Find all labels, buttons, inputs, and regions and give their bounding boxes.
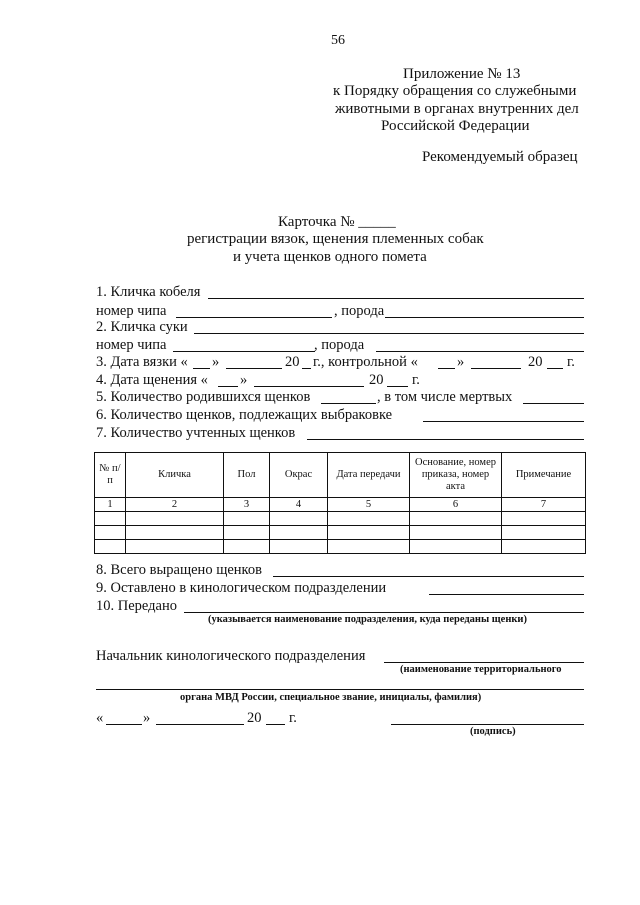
control-date-label: г., контрольной « xyxy=(313,354,418,370)
signature-hint: (подпись) xyxy=(470,726,516,737)
whelping-year-suffix: г. xyxy=(412,372,420,388)
control-date-close-quote: » xyxy=(457,354,465,370)
whelping-day-line[interactable] xyxy=(218,386,238,387)
puppies-table xyxy=(94,452,586,554)
sample-note: Рекомендуемый образец xyxy=(422,149,578,165)
col-number-6: 6 xyxy=(410,498,502,512)
head-title-line[interactable] xyxy=(96,689,584,690)
field-raised-total-label: 8. Всего выращено щенков xyxy=(96,562,262,578)
table-cell[interactable] xyxy=(410,512,502,526)
card-subtitle-1: регистрации вязок, щенения племенных собак xyxy=(187,231,484,247)
control-year-line[interactable] xyxy=(547,368,563,369)
field-registered-count-label: 7. Количество учтенных щенков xyxy=(96,425,296,441)
control-year-suffix: г. xyxy=(567,354,575,370)
whelping-date-close-quote: » xyxy=(240,372,248,388)
col-number-7: 7 xyxy=(502,498,586,512)
field-male-breed-label: , порода xyxy=(334,303,385,319)
dead-count-line[interactable] xyxy=(523,403,584,404)
col-header-basis: Основание, номер приказа, номер акта xyxy=(410,453,502,498)
col-header-transfer-date: Дата передачи xyxy=(328,453,410,498)
field-kept-label: 9. Оставлено в кинологическом подразделении xyxy=(96,580,387,596)
col-number-5: 5 xyxy=(328,498,410,512)
table-number-row xyxy=(95,498,586,512)
date-open-quote: « xyxy=(96,710,104,726)
table-header-row xyxy=(95,453,586,498)
field-male-chip-label: номер чипа xyxy=(96,303,167,319)
kept-line[interactable] xyxy=(429,594,584,595)
table-cell[interactable] xyxy=(224,512,270,526)
table-cell[interactable] xyxy=(410,526,502,540)
table-cell[interactable] xyxy=(328,540,410,554)
female-breed-line[interactable] xyxy=(376,351,584,352)
field-male-name-label: 1. Кличка кобеля xyxy=(96,284,201,300)
table-cell[interactable] xyxy=(270,526,328,540)
appendix-line-2: к Порядку обращения со служебными xyxy=(333,83,577,99)
whelping-year-line[interactable] xyxy=(387,386,408,387)
field-transferred-label: 10. Передано xyxy=(96,598,177,614)
field-female-chip-label: номер чипа xyxy=(96,337,167,353)
table-row xyxy=(95,540,586,554)
head-label: Начальник кинологического подразделения xyxy=(96,648,366,664)
table-cell[interactable] xyxy=(95,512,126,526)
dead-count-label: , в том числе мертвых xyxy=(377,389,513,405)
sign-day-line[interactable] xyxy=(106,724,142,725)
signature-line[interactable] xyxy=(391,724,584,725)
female-chip-line[interactable] xyxy=(173,351,315,352)
female-name-line[interactable] xyxy=(194,333,584,334)
col-number-4: 4 xyxy=(270,498,328,512)
table-row xyxy=(95,512,586,526)
col-header-number: № п/п xyxy=(95,453,126,498)
control-year-prefix: 20 xyxy=(528,354,543,370)
mating-day-line[interactable] xyxy=(193,368,210,369)
raised-total-line[interactable] xyxy=(273,576,584,577)
col-number-2: 2 xyxy=(126,498,224,512)
field-culled-count-label: 6. Количество щенков, подлежащих выбраковке xyxy=(96,407,393,423)
table-cell[interactable] xyxy=(95,540,126,554)
mating-month-line[interactable] xyxy=(226,368,282,369)
registered-count-line[interactable] xyxy=(307,439,584,440)
sign-year-suffix: г. xyxy=(289,710,297,726)
sign-year-prefix: 20 xyxy=(247,710,262,726)
table-row xyxy=(95,526,586,540)
table-cell[interactable] xyxy=(224,526,270,540)
field-female-name-label: 2. Кличка суки xyxy=(96,319,188,335)
appendix-line-3: животными в органах внутренних дел xyxy=(335,101,579,117)
card-title: Карточка № _____ xyxy=(278,214,396,230)
field-mating-date-label: 3. Дата вязки « xyxy=(96,354,188,370)
col-number-1: 1 xyxy=(95,498,126,512)
col-header-sex: Пол xyxy=(224,453,270,498)
table-cell[interactable] xyxy=(502,540,586,554)
field-whelping-date-label: 4. Дата щенения « xyxy=(96,372,208,388)
field-born-count-label: 5. Количество родившихся щенков xyxy=(96,389,311,405)
appendix-line-1: Приложение № 13 xyxy=(403,66,521,82)
table-cell[interactable] xyxy=(410,540,502,554)
mating-date-close-quote: » xyxy=(212,354,220,370)
col-header-name: Кличка xyxy=(126,453,224,498)
table-cell[interactable] xyxy=(502,512,586,526)
transferred-hint: (указывается наименование подразделения, куда переданы щенки) xyxy=(208,614,527,625)
whelping-year-prefix: 20 xyxy=(369,372,384,388)
field-female-breed-label: , порода xyxy=(314,337,365,353)
male-name-line[interactable] xyxy=(208,298,584,299)
table-cell[interactable] xyxy=(95,526,126,540)
head-hint-1: (наименование территориального xyxy=(400,664,562,675)
mating-year-line[interactable] xyxy=(302,368,311,369)
whelping-month-line[interactable] xyxy=(254,386,364,387)
sign-year-line[interactable] xyxy=(266,724,285,725)
page-number: 56 xyxy=(331,33,345,48)
table-cell[interactable] xyxy=(126,526,224,540)
born-count-line[interactable] xyxy=(321,403,376,404)
mating-year-prefix: 20 xyxy=(285,354,300,370)
control-month-line[interactable] xyxy=(471,368,521,369)
table-cell[interactable] xyxy=(126,540,224,554)
table-cell[interactable] xyxy=(126,512,224,526)
appendix-line-4: Российской Федерации xyxy=(381,118,530,134)
transferred-line[interactable] xyxy=(184,612,584,613)
sign-month-line[interactable] xyxy=(156,724,244,725)
culled-count-line[interactable] xyxy=(423,421,584,422)
male-chip-line[interactable] xyxy=(176,317,332,318)
date-close-quote: » xyxy=(143,710,151,726)
table-cell[interactable] xyxy=(270,540,328,554)
head-hint-2: органа МВД России, специальное звание, инициалы, фамилия) xyxy=(180,692,482,703)
table-cell[interactable] xyxy=(224,540,270,554)
table-cell[interactable] xyxy=(270,512,328,526)
col-number-3: 3 xyxy=(224,498,270,512)
head-name-line[interactable] xyxy=(384,662,584,663)
col-header-color: Окрас xyxy=(270,453,328,498)
male-breed-line[interactable] xyxy=(385,317,584,318)
table-cell[interactable] xyxy=(328,526,410,540)
control-day-line[interactable] xyxy=(438,368,455,369)
card-subtitle-2: и учета щенков одного помета xyxy=(233,249,427,265)
table-cell[interactable] xyxy=(502,526,586,540)
table-cell[interactable] xyxy=(328,512,410,526)
col-header-note: Примечание xyxy=(502,453,586,498)
